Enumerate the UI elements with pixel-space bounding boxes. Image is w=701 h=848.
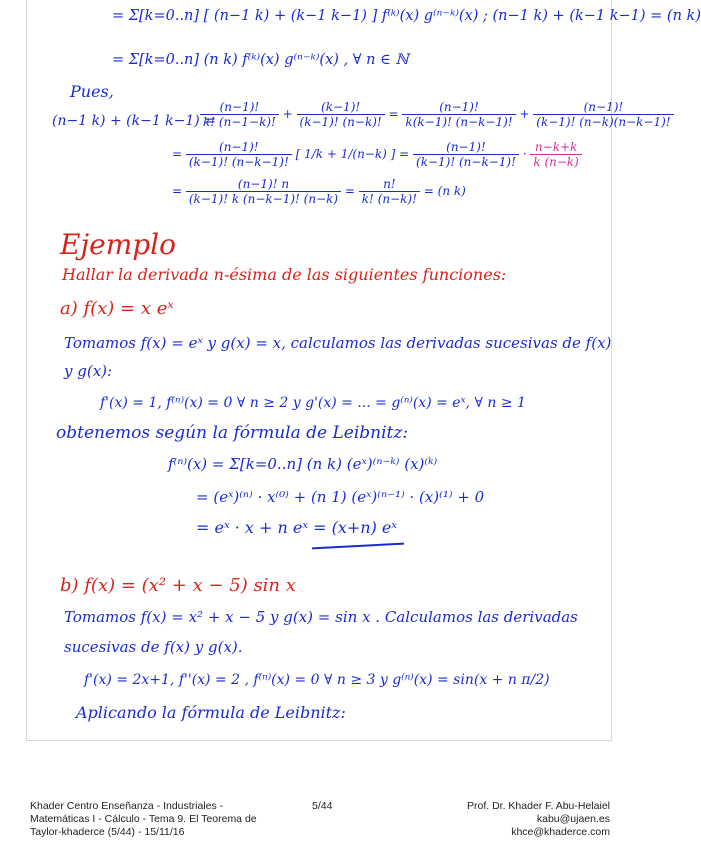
- part-a-line-4: obtenemos según la fórmula de Leibnitz:: [56, 423, 409, 443]
- part-a-line-5: f⁽ⁿ⁾(x) = Σ[k=0..n] (n k) (eˣ)⁽ⁿ⁻ᵏ⁾ (x)⁽ᵏ⁾: [168, 455, 438, 473]
- formula-line-1: = Σ[k=0..n] [ (n−1 k) + (k−1 k−1) ] f⁽ᵏ⁾(x) g⁽ⁿ⁻ᵏ⁾(x) ; (n−1 k) + (k−1 k−1) = (n k): [112, 8, 701, 24]
- fraction-highlight: $\frac{n-k+k}{k (n-k)}$: [530, 140, 582, 169]
- footer-right: [410, 800, 610, 839]
- pues-label: Pues,: [70, 82, 114, 101]
- part-a-label: a) f(x) = x eˣ: [60, 298, 174, 319]
- part-b-line-4: Aplicando la fórmula de Leibnitz:: [76, 703, 346, 722]
- footer-email-1: kabu@ujaen.es: [536, 813, 610, 825]
- part-a-line-7: = eˣ · x + n eˣ = (x+n) eˣ: [196, 518, 398, 537]
- fraction: $\frac{(n-1)!}{k! (n-1-k)!}$: [200, 100, 279, 129]
- example-title: Ejemplo: [60, 228, 176, 261]
- part-b-line-3: f'(x) = 2x+1, f''(x) = 2 , f⁽ⁿ⁾(x) = 0 ∀ n ≥ 3 y g⁽ⁿ⁾(x) = sin(x + n π/2): [84, 672, 550, 688]
- fraction: $\frac{n!}{k! (n-k)!}$: [359, 177, 420, 206]
- footer-left: Khader Centro Enseñanza - Industriales - Matemáticas I - Cálculo - Tema 9. El Teorema de Taylor-khaderce (5/44) - 15/11/16: [30, 800, 257, 838]
- footer-email-2: khce@khaderce.com: [511, 826, 610, 838]
- part-a-line-1: Tomamos f(x) = eˣ y g(x) = x, calculamos las derivadas sucesivas de f(x): [64, 334, 612, 352]
- part-b-label: b) f(x) = (x² + x − 5) sin x: [60, 575, 296, 596]
- formula-line-2: = Σ[k=0..n] (n k) f⁽ᵏ⁾(x) g⁽ⁿ⁻ᵏ⁾(x) , ∀ n ∈ ℕ: [112, 52, 409, 68]
- fraction: $\frac{(n-1)! n}{(k-1)! k (n-k-1)! (n-k)}$: [186, 177, 341, 206]
- fraction: $\frac{(n-1)!}{k(k-1)! (n-k-1)!}$: [402, 100, 515, 129]
- identity-fractions-row3: = $\frac{(n-1)! n}{(k-1)! k (n-k-1)! (n-k)}$ = $\frac{n!}{k! (n-k)!}$ = (n k): [172, 177, 466, 206]
- footer-page-number: 5/44: [312, 800, 333, 812]
- identity-fractions-row1: $\frac{(n-1)!}{k! (n-1-k)!}$ + $\frac{(k-1)!}{(k-1)! (n-k)!}$ = $\frac{(n-1)!}{k(k-1)! (n-k-1)!}$ + $\frac{(n-1)!}{(k-1)! (n-k)(n-k-1)!}$: [200, 100, 674, 129]
- identity-fractions-row2: = $\frac{(n-1)!}{(k-1)! (n-k-1)!}$ [ 1/k + 1/(n−k) ] = $\frac{(n-1)!}{(k-1)! (n-k-1)!}$ · $\frac{n-k+k}{k (n-k)}$: [172, 140, 582, 169]
- fraction: $\frac{(n-1)!}{(k-1)! (n-k-1)!}$: [186, 140, 292, 169]
- part-a-line-3: f'(x) = 1, f⁽ⁿ⁾(x) = 0 ∀ n ≥ 2 y g'(x) = ... = g⁽ⁿ⁾(x) = eˣ, ∀ n ≥ 1: [100, 395, 526, 411]
- bracket-sum: [ 1/k + 1/(n−k) ] =: [295, 147, 410, 161]
- example-intro: Hallar la derivada n-ésima de las siguientes funciones:: [62, 265, 507, 284]
- part-b-line-2: sucesivas de f(x) y g(x).: [64, 638, 243, 656]
- part-a-line-6: = (eˣ)⁽ⁿ⁾ · x⁽⁰⁾ + (n 1) (eˣ)⁽ⁿ⁻¹⁾ · (x)⁽¹⁾ + 0: [196, 488, 485, 506]
- part-b-line-1: Tomamos f(x) = x² + x − 5 y g(x) = sin x . Calculamos las derivadas: [64, 608, 578, 626]
- identity-lhs: (n−1 k) + (k−1 k−1) =: [52, 113, 216, 129]
- fraction: $\frac{(k-1)!}{(k-1)! (n-k)!}$: [297, 100, 385, 129]
- part-a-line-2: y g(x):: [64, 362, 113, 380]
- footer-author: Prof. Dr. Khader F. Abu-Helaiel: [467, 800, 610, 812]
- fraction: $\frac{(n-1)!}{(k-1)! (n-k-1)!}$: [413, 140, 519, 169]
- fraction: $\frac{(n-1)!}{(k-1)! (n-k)(n-k-1)!}$: [533, 100, 673, 129]
